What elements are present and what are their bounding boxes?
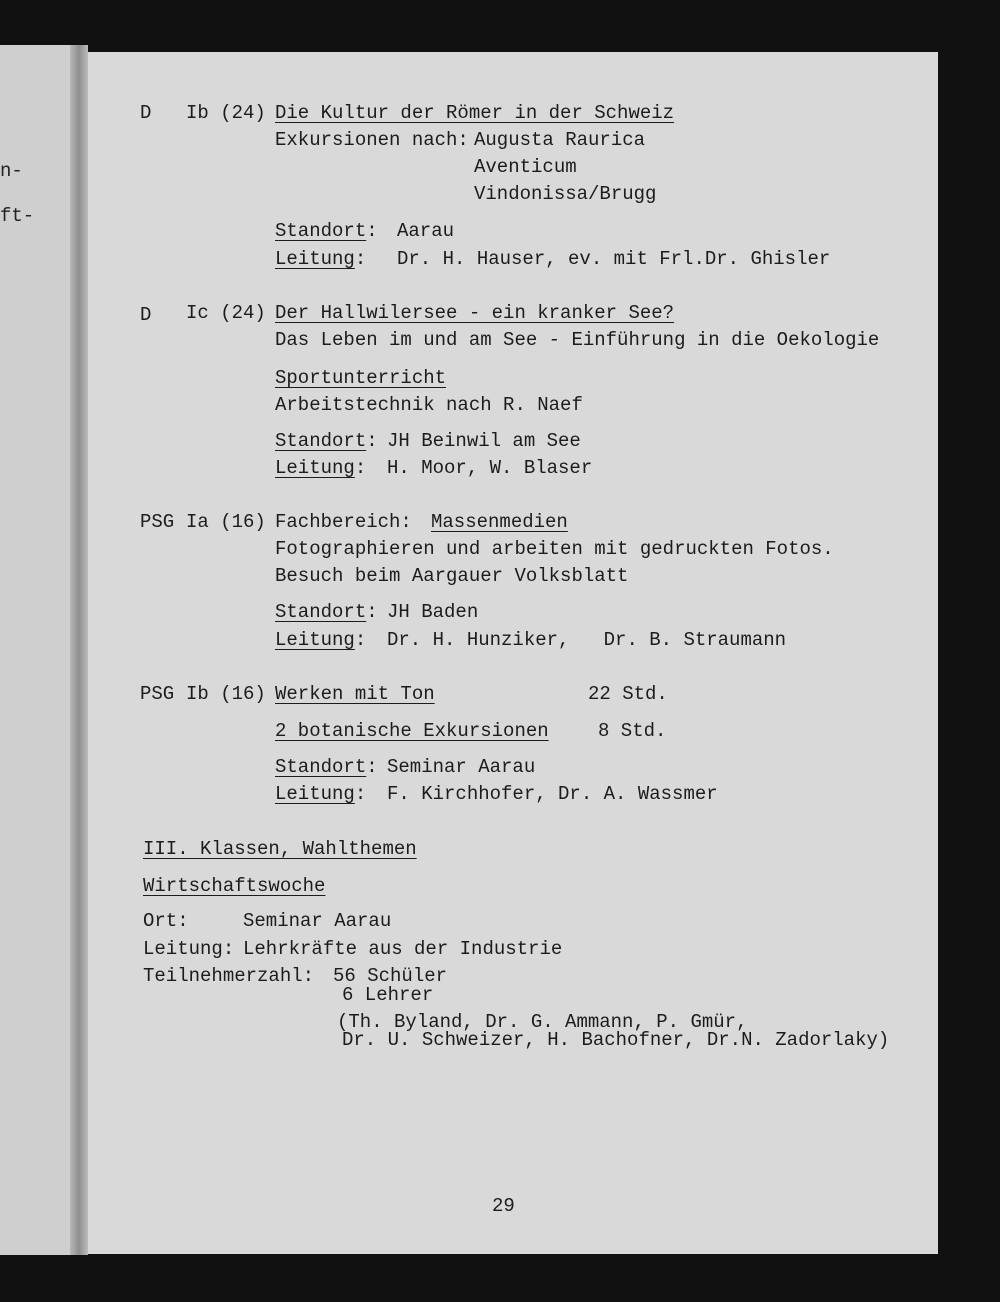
fachbereich-label: Fachbereich: [275, 511, 412, 533]
teilnehmerzahl-value: 6 Lehrer [342, 984, 434, 1006]
standort-value: JH Baden [387, 601, 479, 623]
excursion-item: Augusta Raurica [474, 129, 646, 151]
excursion-item: Vindonissa/Brugg [474, 183, 657, 205]
book-spine [70, 45, 88, 1255]
class-code: PSG [140, 683, 175, 705]
leitung-label: Leitung [275, 629, 355, 651]
page-number: 29 [492, 1195, 515, 1217]
teilnehmerzahl-value: 56 Schüler [333, 965, 448, 987]
leitung-value: F. Kirchhofer, Dr. A. Wassmer [387, 783, 718, 805]
prev-page-fragment: n- [0, 160, 23, 182]
leitung-value: Dr. H. Hunziker, Dr. B. Straumann [387, 629, 787, 651]
group-code: Ic (24) [186, 302, 266, 324]
section-title: Der Hallwilersee - ein kranker See? [275, 302, 675, 324]
standort-value: Aarau [397, 220, 455, 242]
section-description: Fotographieren und arbeiten mit gedruckten Fotos. [275, 538, 834, 560]
class-code: D [140, 304, 152, 326]
group-code: Ib (16) [186, 683, 266, 705]
section-title: Die Kultur der Römer in der Schweiz [275, 102, 675, 124]
standort-label: Standort [275, 756, 367, 778]
excursion-item: Aventicum [474, 156, 577, 178]
course-item: 2 botanische Exkursionen [275, 720, 549, 742]
participant-names: (Th. Byland, Dr. G. Ammann, P. Gmür, [337, 1011, 748, 1033]
group-code: Ib (24) [186, 102, 266, 124]
participant-names: Dr. U. Schweizer, H. Bachofner, Dr.N. Zadorlaky) [342, 1029, 890, 1051]
standort-value: Seminar Aarau [387, 756, 536, 778]
teilnehmerzahl-label: Teilnehmerzahl: [143, 965, 315, 987]
course-item: Werken mit Ton [275, 683, 435, 705]
standort-label: Standort [275, 430, 367, 452]
group-code: Ia (16) [186, 511, 266, 533]
section-heading: III. Klassen, Wahlthemen [143, 838, 417, 860]
leitung-label: Leitung [275, 248, 355, 270]
section-description: Arbeitstechnik nach R. Naef [275, 394, 583, 416]
excursions-label: Exkursionen nach: [275, 129, 469, 151]
standort-value: JH Beinwil am See [387, 430, 581, 452]
section-subtitle: Sportunterricht [275, 367, 447, 389]
fachbereich-value: Massenmedien [431, 511, 568, 533]
standort-label: Standort [275, 601, 367, 623]
course-hours: 8 Std. [598, 720, 667, 742]
standort-label: Standort [275, 220, 367, 242]
document-page: D Ib (24) Die Kultur der Römer in der Schweiz Exkursionen nach: Augusta Raurica Aventicum Vindonissa/Brugg Standort: Aarau Leitung: Dr. H. Hauser, ev. mit Frl.Dr. Ghisler D Ic (24) Der Hallwilersee - ein kranker See? Das Leben im und am See - Einführung in die Oekologie Sportunterricht Arbeitstechnik nach R. Naef Standort: JH Beinwil am See Leitung: H. Moor, W. Blaser PSG Ia (16) Fachbereich: Massenmedien Fotographieren und arbeiten mit gedruckten Fotos. Besuch beim Aargauer Volksblatt Standort: JH Baden Leitung: Dr. H. Hunziker, Dr. B. Straumann PSG Ib (16) Werken mit Ton 22 Std. 2 botanische Exkursionen 8 Std. Standort: Seminar Aarau Leitung: F. Kirchhofer, Dr. A. Wassmer III. Klassen, Wahlthemen Wirtschaftswoche Ort: Seminar Aarau Leitung: Lehrkräfte aus der Industrie Teilnehmerzahl: 56 Schüler 6 Lehrer (Th. Byland, Dr. G. Ammann, P. Gmür, Dr. U. Schweizer, H. Bachofner, Dr.N. Zadorlaky) 29 [88, 52, 938, 1254]
leitung-value: Lehrkräfte aus der Industrie [243, 938, 563, 960]
section-description: Besuch beim Aargauer Volksblatt [275, 565, 629, 587]
prev-page-fragment: ft- [0, 205, 35, 227]
class-code: PSG [140, 511, 175, 533]
section-description: Das Leben im und am See - Einführung in die Oekologie [275, 329, 880, 351]
ort-value: Seminar Aarau [243, 910, 392, 932]
ort-label: Ort: [143, 910, 189, 932]
leitung-value: H. Moor, W. Blaser [387, 457, 593, 479]
class-code: D [140, 102, 152, 124]
leitung-label: Leitung [275, 457, 355, 479]
leitung-label: Leitung [275, 783, 355, 805]
leitung-value: Dr. H. Hauser, ev. mit Frl.Dr. Ghisler [397, 248, 831, 270]
section-subtitle: Wirtschaftswoche [143, 875, 326, 897]
leitung-label: Leitung: [143, 938, 235, 960]
course-hours: 22 Std. [588, 683, 668, 705]
